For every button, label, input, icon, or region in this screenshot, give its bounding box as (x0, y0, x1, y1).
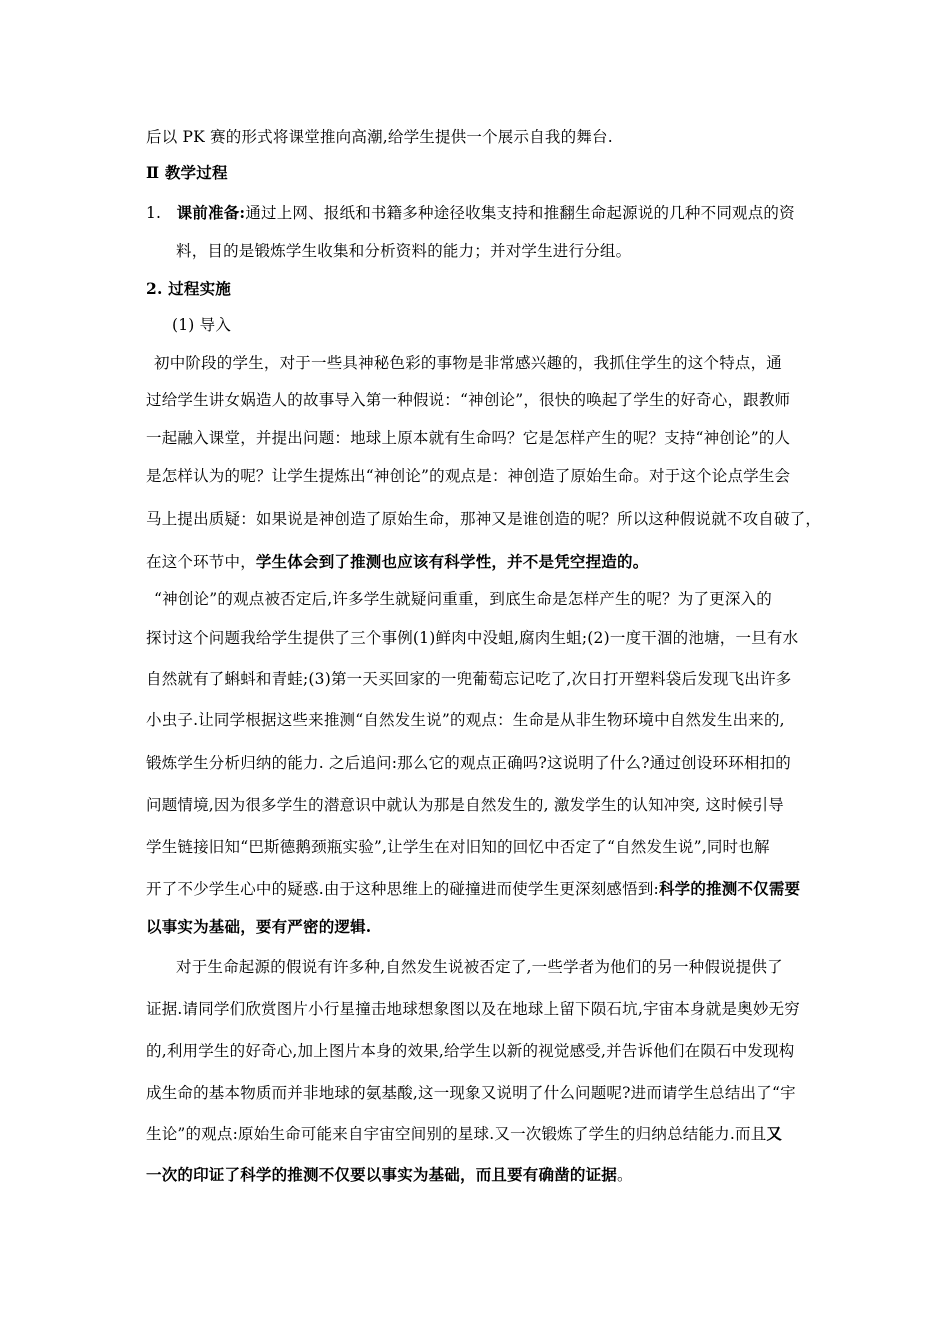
text-emphasis: 科学的推测不仅需要 (658, 879, 801, 898)
paragraph-line: 后以 PK 赛的形式将课堂推向高潮,给学生提供一个展示自我的舞台. (146, 128, 613, 146)
paragraph-line: 证据.请同学们欣赏图片小行星撞击地球想象图以及在地球上留下陨石坑,宇宙本身就是奥妙无穷 (146, 1000, 800, 1018)
list-item-number: 1. (146, 204, 162, 222)
text-emphasis: 又 (766, 1124, 783, 1143)
text-normal: 在这个环节中， (146, 553, 256, 571)
paragraph-line (146, 1124, 782, 1144)
paragraph-line (146, 1165, 633, 1185)
sub-heading: (1) 导入 (172, 316, 232, 334)
list-item-1 (146, 203, 795, 223)
paragraph-line: 锻炼学生分析归纳的能力. 之后追问:那么它的观点正确吗?这说明了什么?通过创设环环相扣的 (146, 754, 791, 772)
paragraph-line: 一起融入课堂，并提出问题：地球上原本就有生命吗？它是怎样产生的呢？支持“神创论”的人 (146, 429, 791, 447)
paragraph-line: 对于生命起源的假说有许多种,自然发生说被否定了,一些学者为他们的另一种假说提供了 (176, 958, 783, 976)
paragraph-line: 小虫子.让同学根据这些来推测“自然发生说”的观点：生命是从非生物环境中自然发生出来的, (146, 711, 785, 729)
paragraph-line: 成生命的基本物质而并非地球的氨基酸,这一现象又说明了什么问题呢?进而请学生总结出了“宇 (146, 1084, 796, 1102)
paragraph-line (146, 879, 800, 899)
paragraph-line: 探讨这个问题我给学生提供了三个事例(1)鲜肉中没蛆,腐肉生蛆;(2)一度干涸的池塘，一旦有水 (146, 629, 799, 647)
section-heading: Ⅱ 教学过程 (146, 163, 228, 182)
subsection-heading: 2. 过程实施 (146, 279, 231, 298)
list-item-label: 课前准备: (176, 203, 246, 222)
list-item-continuation: 料，目的是锻炼学生收集和分析资料的能力；并对学生进行分组。 (176, 242, 632, 260)
paragraph-line: 学生链接旧知“巴斯德鹅颈瓶实验”,让学生在对旧知的回忆中否定了“自然发生说”,同时也解 (146, 838, 770, 856)
paragraph-line: 问题情境,因为很多学生的潜意识中就认为那是自然发生的, 激发学生的认知冲突, 这时候引导 (146, 796, 784, 814)
paragraph-line: 初中阶段的学生，对于一些具神秘色彩的事物是非常感兴趣的，我抓住学生的这个特点，通 (154, 354, 783, 372)
list-item-text: 通过上网、报纸和书籍多种途径收集支持和推翻生命起源说的几种不同观点的资 (245, 204, 795, 222)
paragraph-line: 自然就有了蝌蚪和青蛙;(3)第一天买回家的一兜葡萄忘记吃了,次日打开塑料袋后发现飞出许多 (146, 670, 792, 688)
paragraph-line: 过给学生讲女娲造人的故事导入第一种假说：“神创论”，很快的唤起了学生的好奇心，跟教师 (146, 391, 791, 409)
paragraph-line: 马上提出质疑：如果说是神创造了原始生命，那神又是谁创造的呢？所以这种假说就不攻自破了， (146, 510, 822, 528)
paragraph-line: “神创论”的观点被否定后,许多学生就疑问重重，到底生命是怎样产生的呢？为了更深入的 (154, 590, 772, 608)
text-emphasis: 学生体会到了推测也应该有科学性，并不是凭空捏造的。 (255, 552, 649, 571)
paragraph-line: 的,利用学生的好奇心,加上图片本身的效果,给学生以新的视觉感受,并告诉他们在陨石中发现构 (146, 1042, 795, 1060)
text-normal: 生论”的观点:原始生命可能来自宇宙空间别的星球.又一次锻炼了学生的归纳总结能力.而且 (146, 1125, 767, 1143)
paragraph-line: 是怎样认为的呢？让学生提炼出“神创论”的观点是：神创造了原始生命。对于这个论点学生会 (146, 467, 791, 485)
text-normal: 开了不少学生心中的疑惑.由于这种思维上的碰撞进而使学生更深刻感悟到: (146, 880, 659, 898)
text-normal: 。 (617, 1166, 633, 1184)
text-emphasis: 一次的印证了科学的推测不仅要以事实为基础，而且要有确凿的证据 (146, 1165, 618, 1184)
paragraph-line (146, 552, 648, 572)
paragraph-line-emphasis: 以事实为基础，要有严密的逻辑. (146, 917, 372, 936)
